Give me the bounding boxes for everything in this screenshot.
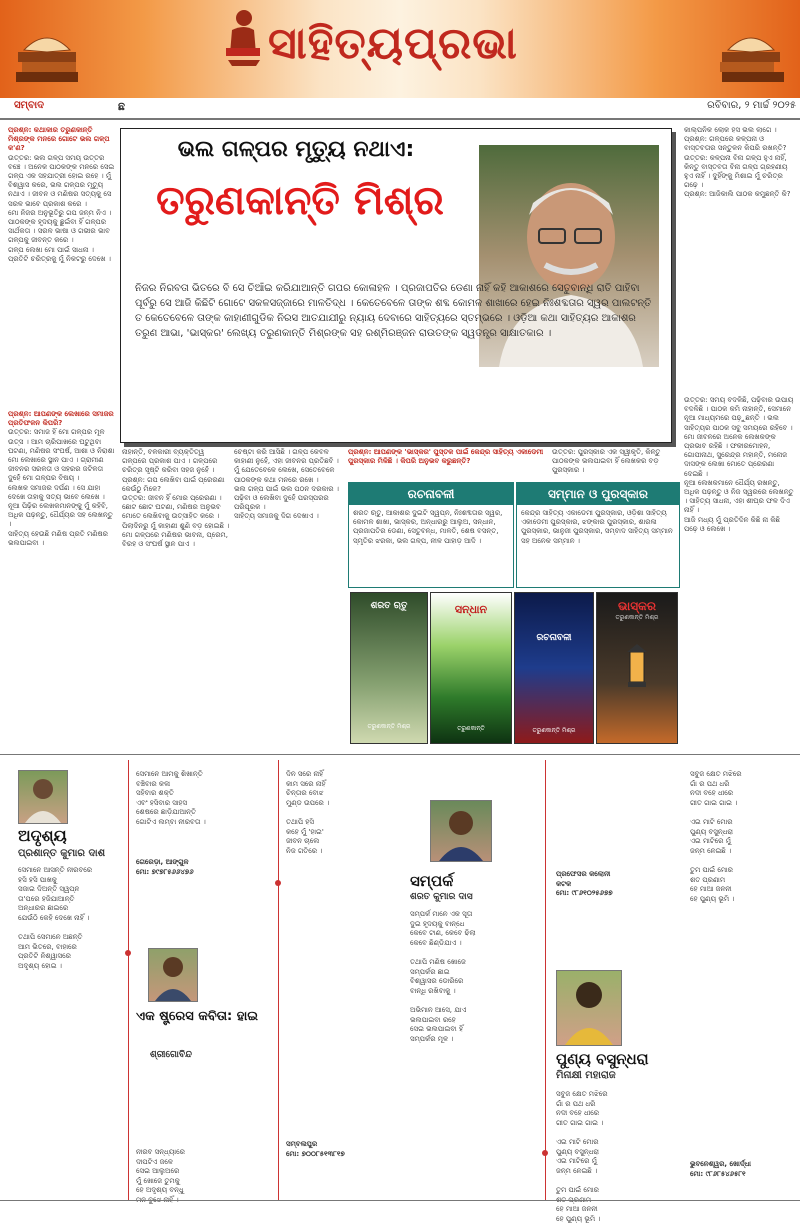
poet-photo-2 (148, 948, 198, 1002)
poem-divider-2 (278, 760, 279, 1200)
poet-photo-3 (430, 800, 492, 862)
page-title: ସାହିତ୍ୟପ୍ରଭା (268, 18, 518, 69)
interview-mid-column-2 (234, 448, 342, 748)
question-3: ପ୍ରଶ୍ନ: ଆପଣଙ୍କ 'ଭାସ୍କର' ପୁସ୍ତକ ପାଇଁ କେନ୍ଦ୍ର ସାହିତ୍ୟ ଏକାଡେମୀ ପୁରସ୍କାର ମିଳିଛି । କିପରି ଅନୁଭବ କରୁଛନ୍ତି? (348, 448, 544, 466)
answer-1: ଉତ୍ତର: ଭଲ ଗଳ୍ପ ସମୟ ଉତ୍ତର ବଞ୍ଚେ । ଅନେକ ପାଠକଙ୍କ ମନରେ ସେଇ ଗଳ୍ପ ଏକ ସହଯାତ୍ରୀ ହୋଇ ରହେ । ମୁଁ ବିଶ୍ୱାସ କରେ, ଭଲ ଗଳ୍ପର ମୃତ୍ୟୁ ନଥାଏ । ଜୀବନ ଓ ମଣିଷର ସତ୍ୟକୁ ସେ ସରଳ ଭାବେ ପ୍ରକାଶ କରେ । ମୋ ନିଜର ଅନୁଭୂତିରୁ ଗପ ଜନ୍ମ ନିଏ । ପାଠକଙ୍କ ହୃଦୟକୁ ଛୁଇଁବା ହିଁ ଗଳ୍ପର ସାର୍ଥକତା । ସରଳ ଭାଷା ଓ ଗଭୀର ଭାବ ଗଳ୍ପକୁ ଜୀବନ୍ତ କରେ । ଗଳ୍ପ ଲେଖା ମୋ ପାଇଁ ସାଧନା । ପ୍ରତିଟି ଚରିତ୍ରକୁ ମୁଁ ନିକଟରୁ ଦେଖେ । (8, 153, 115, 263)
poem-2-author: ଶ୍ରୀଗୋବିନ୍ଦ (150, 1050, 192, 1060)
masthead (0, 0, 800, 98)
right-column-text-1: କାଲ୍ପନିକ ଲୋକ ହସ ଭଲ ଲାଗେ । ପ୍ରଶ୍ନ: ଗଳ୍ପରେ କଳ୍ପନା ଓ ବାସ୍ତବତାର ସନ୍ତୁଳନ କିପରି ରଖନ୍ତି? ଉତ୍ତର: କଳ୍ପନା ବିନା ଗଳ୍ପ ହୁଏ ନାହିଁ, କିନ୍ତୁ ବାସ୍ତବତା ବିନା ଗଳ୍ପ ଗ୍ରହଣୀୟ ହୁଏ ନାହିଁ । ଦୁହିଁଙ୍କୁ ମିଶାଇ ମୁଁ ଚରିତ୍ର ଗଢ଼େ । ପ୍ରଶ୍ନ: ଆଜିକାଲି ପାଠକ କମୁଛନ୍ତି କି? (684, 126, 791, 199)
cover-author: ତରୁଣକାନ୍ତି ମିଶ୍ର (615, 614, 659, 621)
poet-photo-1 (18, 770, 68, 824)
book-cover-2 (430, 592, 512, 744)
book-cover-1 (350, 592, 428, 744)
works-heading: ରଚନାବଳୀ (349, 483, 513, 505)
feature-box (120, 128, 672, 443)
question-2: ପ୍ରଶ୍ନ: ଆପଣଙ୍କ ଲେଖାରେ ସମାଜର ପ୍ରତିଫଳନ କିପରି? (8, 410, 114, 428)
interview-left-lower (8, 410, 116, 750)
person-icon (431, 801, 491, 861)
poet-photo-4 (556, 970, 622, 1046)
poem-4-text: ସବୁଜ କ୍ଷେତ ମଝିରେ ଗାଁ ର ପଥ ଧରି ନଦୀ ବହେ ଧୀରେ ଗୀତ ଗାଇ ଗାଇ । ଏଇ ମାଟି ମୋର ପୁଣ୍ୟ ବସୁନ୍ଧରା ଏଇ ମାଟିରେ ମୁଁ ଜନ୍ମ ନେଇଛି । ତୁମ ପାଇଁ ମୋର ଶତ ପ୍ରଣାମ ହେ ମାଆ ଜନନୀ ହେ ପୁଣ୍ୟ ଭୂମି । (690, 770, 742, 903)
bottom-rule (0, 1200, 800, 1201)
poem-4-address: ଭୁବନେଶ୍ୱର, ଖୋର୍ଦ୍ଧା ମୋ: ୯୮୬୮୫୪୬୫୮୧ (690, 1160, 751, 1178)
info-bar (0, 98, 800, 120)
works-text: ଶରତ ଋତୁ, ଆକାଶର ଦୁଇଟି ସ୍ୱପ୍ନ, ନିଃଶବ୍ଦତାର ସ୍ୱର, କୋମଳ ଶାଖା, ଭାସ୍କର, ଅନ୍ଧାରରୁ ଆଲୁଅ, ସନ୍ଧାନ, ପ୍ରଜାପତିର ଡେଣା, ସେତୁବନ୍ଧ, ମାଳତି, ଶେଷ ବସନ୍ତ, ସ୍ମୃତିର ଝରକା, ଭଲ ଗଳ୍ପ, ନୀଳ ପାହାଡ଼ ଆଦି । (353, 509, 503, 545)
divider-dot (125, 950, 131, 956)
poem-3-author: ଶରତ କୁମାର ଦାସ (410, 892, 473, 902)
mid-column-text-1: ନାହାନ୍ତି, ବଳକାରୀ ବ୍ୟକ୍ତିତ୍ୱ ଗଳ୍ପରେ ପ୍ରକାଶ ପାଏ । ଗଳ୍ପରେ ଚରିତ୍ର ସୃଷ୍ଟି କରିବା ସହଜ ନୁହେଁ । ପ୍ରଶ୍ନ: ଗପ ଲେଖିବା ପାଇଁ ପ୍ରେରଣା କେଉଁଠୁ ମିଳେ? ଉତ୍ତର: ଜୀବନ ହିଁ ମୋର ପ୍ରେରଣା । ଛୋଟ ଛୋଟ ଘଟଣା, ମଣିଷର ଅନୁଭବ ମୋତେ ଲେଖିବାକୁ ଉତ୍ସାହିତ କରେ । ପିଲାଦିନରୁ ମୁଁ କାହାଣୀ ଶୁଣି ବଡ଼ ହୋଇଛି । ମୋ ଗଳ୍ପରେ ମଣିଷର ଭାବନା, ପ୍ରେମ, ବିରହ ଓ ସଂଘର୍ଷ ସ୍ଥାନ ପାଏ । (122, 448, 230, 549)
poem-1-address: ଗେରେଡ଼ା, ଆଙ୍ଗୁଳ ମୋ: ୭୯୭୮୫୬୬୪୭୬ (136, 858, 194, 876)
cover-author: ତରୁଣକାନ୍ତି ମିଶ୍ର (367, 723, 411, 730)
lantern-icon (622, 642, 652, 692)
poem-4-author: ମିନାକ୍ଷୀ ମହାରାଜ (556, 1070, 616, 1081)
feature-headline: ଭଲ ଗଳ୍ପର ମୃତ୍ୟୁ ନଥାଏ: (177, 137, 415, 162)
poem-divider-3 (545, 760, 546, 1200)
interview-right-column (684, 126, 794, 746)
right-column-text-2: ଉତ୍ତର: ସମୟ ବଦଳିଛି, ପଢ଼ିବାର ଉପାୟ ବଦଳିଛି । ପାଠକ କମି ନାହାନ୍ତି, ସେମାନେ ନୂଆ ମାଧ୍ୟମରେ ପଢ଼ୁଛନ୍ତି । ଭଲ ସାହିତ୍ୟର ପାଠକ ସବୁ ସମୟରେ ରହିବେ । ମୋ ଜୀବନରେ ଅନେକ ଲେଖକଙ୍କ ପ୍ରଭାବ ରହିଛି । ଫକୀରମୋହନ, ଗୋପୀନାଥ, ସୁରେନ୍ଦ୍ର ମହାନ୍ତି, ମନୋଜ ଦାସଙ୍କ ଲେଖା ମୋତେ ପ୍ରେରଣା ଦେଇଛି । ନୂଆ ଲେଖକମାନେ ଧୈର୍ଯ୍ୟ ରଖନ୍ତୁ, ଅଧିକ ପଢ଼ନ୍ତୁ ଓ ନିଜ ସ୍ୱରରେ ଲେଖନ୍ତୁ । ସାହିତ୍ୟ ସାଧନା, ଏହା ଶୀଘ୍ର ଫଳ ଦିଏ ନାହିଁ । ଆଜି ମଧ୍ୟ ମୁଁ ପ୍ରତିଦିନ କିଛି ନା କିଛି ପଢ଼େ ଓ ଲେଖେ । (684, 396, 794, 533)
awards-heading: ସମ୍ମାନ ଓ ପୁରସ୍କାର (517, 483, 679, 505)
works-box (348, 482, 514, 588)
feature-intro: ନିଜର ନିରବତା ଭିତରେ ବି ସେ ଚିଆଁଇ କରିଯାଆନ୍ତି ଗପର କୋଳାହଳ । ପ୍ରଜାପତିର ଡେଣା ନାହିଁ କହି ଆକାଶରେ ସେତୁବାନ୍ଧି ରାତି ପାହିବା ପୂର୍ବରୁ ସେ ଆଜି କିଛିଟି ଗୋଟେ ସକଳସଜ୍ଜାରେ ମାଳତିଦ୍ଧ । କେତେବେଳେ ତାଙ୍କ ଶବ୍ଦ କୋମଳ ଶାଖାରେ ହେଇ ନିଃଶବ୍ଦତାର ସ୍ୱର ପାଲଟନ୍ତି ତ କେତେବେଳେ ତାଙ୍କ କାହାଣୀଗୁଡିକ ନିରସ ଆତଯାଯୀରୁ ନ୍ୟାୟ ଦେବାରେ ସାହିତ୍ୟରେ ସ୍ତମ୍ଭରେ । ଓଡ଼ିଆ କଥା ସାହିତ୍ୟର ଆକାଶର ତରୁଣ ଆଭା, 'ଭାସ୍କର' ଲେଖ୍ୟ ତରୁଣକାନ୍ତି ମିଶ୍ରଙ୍କ ସହ ରଶ୍ମିରଞ୍ଜନ ରାଉତଙ୍କ ସ୍ୱତନ୍ତ୍ର ସାକ୍ଷାତକାର । (135, 283, 652, 339)
poem-4-continued: ସବୁଜ କ୍ଷେତ ମଝିରେ ଗାଁ ର ପଥ ଧରି ନଦୀ ବହେ ଧୀରେ ଗୀତ ଗାଇ ଗାଇ । ଏଇ ମାଟି ମୋର ପୁଣ୍ୟ ବସୁନ୍ଧରା ଏଇ ମାଟିରେ ମୁଁ ଜନ୍ମ ନେଇଛି । ତୁମ ପାଇଁ ମୋର ହେ ମାଆ ଜନନୀ ହେ ପୁଣ୍ୟ ଭୂମି । (556, 1090, 608, 1223)
cover-author: ତରୁଣକାନ୍ତି ମିଶ୍ର (532, 727, 576, 734)
section-divider (0, 754, 800, 755)
issue-date: ରବିବାର, ୨ ମାର୍ଚ୍ଚ ୨୦୨୫ (707, 100, 796, 111)
answer-3: ଉତ୍ତର: ପୁରସ୍କାର ଏକ ସ୍ୱୀକୃତି, କିନ୍ତୁ ପାଠକଙ୍କ ଭଲପାଇବା ହିଁ ଲେଖକର ବଡ଼ ପୁରସ୍କାର । (552, 448, 661, 475)
book-stack-icon (718, 22, 784, 84)
poem-2-text: ଦିନ ସରେ ନାହିଁ କାମ ସରେ ନାହିଁ ଚିନ୍ତାର ବୋଝ ମୁଣ୍ଡ ଉପରେ । ତଥାପି ହସି କହେ ମୁଁ 'ହାଇ' ଜୀବନ ଚାଲେ ନିଜ ଗତିରେ । (286, 770, 330, 855)
poem-1-continued: ସେମାନେ ଆମକୁ ଶିଖାନ୍ତି ବଞ୍ଚିବାର କଳା ସହିବାର ଶକ୍ତି ଏବଂ ହସିବାର ସାହସ ଶେଷରେ ଛାଡ଼ିଯାଆନ୍ତି ଗୋଟିଏ ଲମ୍ବା ନୀରବତା । (136, 770, 206, 826)
person-icon (557, 971, 621, 1045)
poem-1-title: ଅଦୃଶ୍ୟ (18, 826, 67, 845)
publication-mark: ସମ୍ବାଦ (14, 100, 44, 111)
awards-text: କେନ୍ଦ୍ର ସାହିତ୍ୟ ଏକାଡେମୀ ପୁରସ୍କାର, ଓଡ଼ିଶା ସାହିତ୍ୟ ଏକାଡେମୀ ପୁରସ୍କାର, ଝଙ୍କାର ପୁରସ୍କାର, ଶାରଳା ପୁରସ୍କାର, ଭାନୁଜୀ ପୁରସ୍କାର, ସମ୍ବାଦ ସାହିତ୍ୟ ସମ୍ମାନ ସହ ଅନେକ ସମ୍ମାନ । (521, 509, 673, 545)
cover-title: ସନ୍ଧାନ (454, 603, 488, 616)
page-number: ଛ (118, 100, 125, 113)
awards-box (516, 482, 680, 588)
poem-3-title: ସମ୍ପର୍କ (410, 872, 454, 890)
interview-left-column (8, 126, 116, 406)
poem-1-author: ପ୍ରଶାନ୍ତ କୁମାର ଦାଶ (18, 848, 106, 859)
mid-column-text-2: ଚେଷ୍ଟା କରି ଆସିଛି । ଗଳ୍ପ କେବଳ କାହାଣୀ ନୁହେଁ, ଏହା ଜୀବନର ପ୍ରତିଛବି । ମୁଁ ଯେତେବେଳେ ଲେଖେ, ସେତେବେଳେ ପାଠକଙ୍କ କଥା ମନରେ ରଖେ । ଭଲ ଗଳ୍ପ ପାଇଁ ଭଲ ପଠନ ଦରକାର । ପଢ଼ିବା ଓ ଲେଖିବା ଦୁହେଁ ପରସ୍ପରର ପରିପୂରକ । ସାହିତ୍ୟ ସମାଜକୁ ଦିଗ ଦେଖାଏ । (234, 448, 339, 521)
cover-title: ରଚନାବଳୀ (536, 633, 572, 643)
poem-3-text: ସମ୍ପର୍କ ମାନେ ଏକ ସୂତା ଦୁଇ ହୃଦୟକୁ ବାନ୍ଧେ କେବେ ଟାଣ, କେବେ ଢିଲା କେବେ ଛିଣ୍ଡିଯାଏ । ତଥାପି ମଣିଷ ଖୋଜେ ସମ୍ପର୍କର ଛାଇ ବିଶ୍ୱାସର ଡୋରିରେ ବାନ୍ଧି ରଖିବାକୁ । ଅଭିମାନ ଆସେ, ଯାଏ ଭଲପାଇବା ରହେ ସେଇ ଭଲପାଇବା ହିଁ ସମ୍ପର୍କର ମୂଳ । (410, 910, 476, 1043)
cover-title: ଭାସ୍କର (618, 599, 656, 613)
divider-dot (542, 1150, 548, 1156)
reader-silhouette-icon (222, 8, 264, 68)
feature-name: ତରୁଣକାନ୍ତି ମିଶ୍ର (156, 178, 444, 224)
interview-mid-column-1 (122, 448, 230, 748)
poem-2-address: ସମ୍ବଲପୁର ମୋ: ୭୦୦୮୫୧୩୮୧୭ (286, 1140, 345, 1158)
cover-title: ଶରତ ଋତୁ (370, 601, 408, 611)
interview-question-3 (348, 448, 678, 478)
cover-author: ତରୁଣକାନ୍ତି (457, 725, 485, 732)
question-1: ପ୍ରଶ୍ନ: କଥାକାର ତରୁଣକାନ୍ତି ମିଶ୍ରଙ୍କ ମନରେ ଗୋଟେ ଭଲ ଗଳ୍ପ କ'ଣ? (8, 126, 110, 153)
poem-divider-1 (128, 760, 129, 1200)
answer-2: ଉତ୍ତର: ସମାଜ ହିଁ ମୋ ଗଳ୍ପର ମୂଳ ଉତ୍ସ । ଆମ ଚାରିପାଖରେ ଘଟୁଥିବା ଘଟଣା, ମଣିଷର ସଂଘର୍ଷ, ଆଶା ଓ ନିରାଶା ମୋ ଲେଖାରେ ସ୍ଥାନ ପାଏ । ଗ୍ରାମୀଣ ଜୀବନର ସରଳତା ଓ ସହରର ଜଟିଳତା ଦୁହେଁ ମୋ ଗଳ୍ପର ବିଷୟ । ଲେଖକ ସମାଜର ଦର୍ପଣ । ସେ ଯାହା ଦେଖେ ତାହାକୁ ସତ୍ୟ ଭାବେ ଲେଖେ । ନୂଆ ପିଢ଼ିର ଲେଖକମାନଙ୍କୁ ମୁଁ କହିବି, ଅଧିକ ପଢ଼ନ୍ତୁ, ଧୈର୍ଯ୍ୟର ସହ ଲେଖନ୍ତୁ । ସାହିତ୍ୟ ହେଉଛି ମଣିଷ ପ୍ରତି ମଣିଷର ଭଲପାଇବା । (8, 428, 115, 547)
book-cover-4 (596, 592, 678, 744)
poem-4-title: ପୁଣ୍ୟ ବସୁନ୍ଧରା (556, 1050, 649, 1068)
poem-3-address: ପ୍ରଫେସର କଲୋନୀ କଟକ ମୋ: ୯୮୬୧୦୨୫୬୭୭ (556, 870, 613, 898)
book-cover-3 (514, 592, 594, 744)
book-stack-icon (14, 22, 80, 84)
poem-1-extra: ନୀରବ ସନ୍ଧ୍ୟାରେ ଦୀପଟିଏ ଜଳେ ସେଇ ଆଲୁଅରେ ମୁଁ ଖୋଜେ ତୁମକୁ ହେ ଅଦୃଶ୍ୟ ବନ୍ଧୁ (136, 1148, 185, 1195)
poem-1-text: ସେମାନେ ଆସନ୍ତି ନୀରବରେ ହସି ହସି ପାଖକୁ ସଜାଇ ଦିଅନ୍ତି ସ୍ୱପ୍ନ ତା'ପରେ ହଜିଯାଆନ୍ତି ଅନ୍ଧାରର ଛାଇରେ ଯେଉଁଠି କେହି ଦେଖେ ନାହିଁ । ତଥାପି ସେମାନେ ଅଛନ୍ତି ଆମ ଭିତରେ, ବାହାରେ ପ୍ରତିଟି ନିଶ୍ୱାସରେ ଅଦୃଶ୍ୟ ହୋଇ । (18, 866, 93, 970)
poem-2-title: ଏକ ଷ୍ଟ୍ରେସ କବିତା: ହାଇ (136, 1009, 259, 1024)
person-icon (149, 949, 197, 1001)
person-icon (19, 771, 67, 823)
